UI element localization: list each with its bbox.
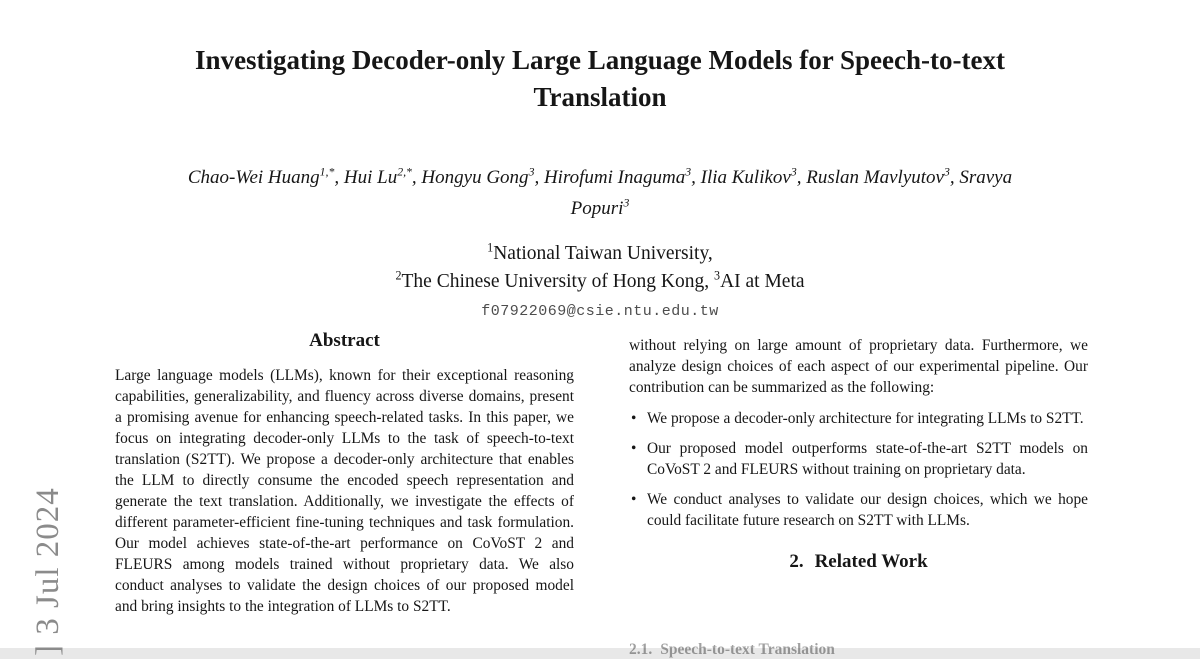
author: Ruslan Mavlyutov$^3$,: [806, 165, 960, 188]
contributions-list: [629, 408, 1088, 531]
affiliations-block: [0, 240, 1200, 296]
email-address: f07922069@csie.ntu.edu.tw: [481, 303, 719, 320]
subsection-number: 2.1.: [629, 641, 653, 658]
section-number: 2.: [789, 551, 804, 572]
contribution-item: • Our proposed model outperforms state-of-the-art S2TT models on CoVoST 2 and FLEURS without training on proprietary data.: [629, 438, 1088, 480]
abstract-text: Large language models (LLMs), known for their exceptional reasoning capabilities, generalizability, and fluency across diverse domains, present a promising avenue for enhancing speech-related tasks. In this paper, we focus on integrating decoder-only LLMs to the task of speech-to-text translation (S2TT). We propose a decoder-only architecture that enables the LLM to directly consume the encoded speech representation and generate the text translation. Additionally, we investigate the effects of different parameter-efficient fine-tuning techniques and task formulation. Our model achieves state-of-the-art performance on CoVoST 2 and FLEURS among models trained without proprietary data. We also conduct analyses to validate the design choices of our proposed model and bring insights to the integration of LLMs to S2TT.: [115, 367, 574, 615]
author: Sravya Popuri$^3$: [570, 167, 1013, 219]
left-column: [115, 330, 574, 617]
author: Chao-Wei Huang$^{1,*}$,: [187, 165, 344, 188]
section-heading-related-work: [629, 551, 1088, 573]
abstract-heading: Abstract: [309, 330, 380, 351]
subsection-title: Speech-to-text Translation: [660, 641, 835, 658]
arxiv-watermark: ] 3 Jul 2024: [30, 487, 66, 656]
authors-line: [170, 162, 1030, 224]
author: Hongyu Gong$^3$,: [421, 165, 544, 188]
author: Ilia Kulikov$^3$,: [700, 165, 807, 188]
title-block: [0, 42, 1200, 116]
paper-title: Investigating Decoder-only Large Language Models for Speech-to-text Translation: [195, 45, 1005, 112]
contribution-item: • We conduct analyses to validate our design choices, which we hope could facilitate future research on S2TT with LLMs.: [629, 489, 1088, 531]
section-title: Related Work: [814, 551, 928, 572]
intro-paragraph: without relying on large amount of proprietary data. Furthermore, we analyze design choices of each aspect of our experimental pipeline. Our contribution can be summarized as the following:: [629, 337, 1088, 396]
author: Hirofumi Inaguma$^3$,: [543, 165, 701, 188]
affiliation-line: $^2$The Chinese University of Hong Kong, $^3$AI at Meta: [395, 268, 805, 292]
affiliation-line: $^1$National Taiwan University,: [487, 240, 713, 264]
right-column: [629, 330, 1088, 573]
subsection-heading-s2tt: [629, 641, 835, 659]
contribution-item: • We propose a decoder-only architecture for integrating LLMs to S2TT.: [629, 408, 1088, 429]
author: Hui $Lu^{2,*}$,: [343, 165, 422, 188]
